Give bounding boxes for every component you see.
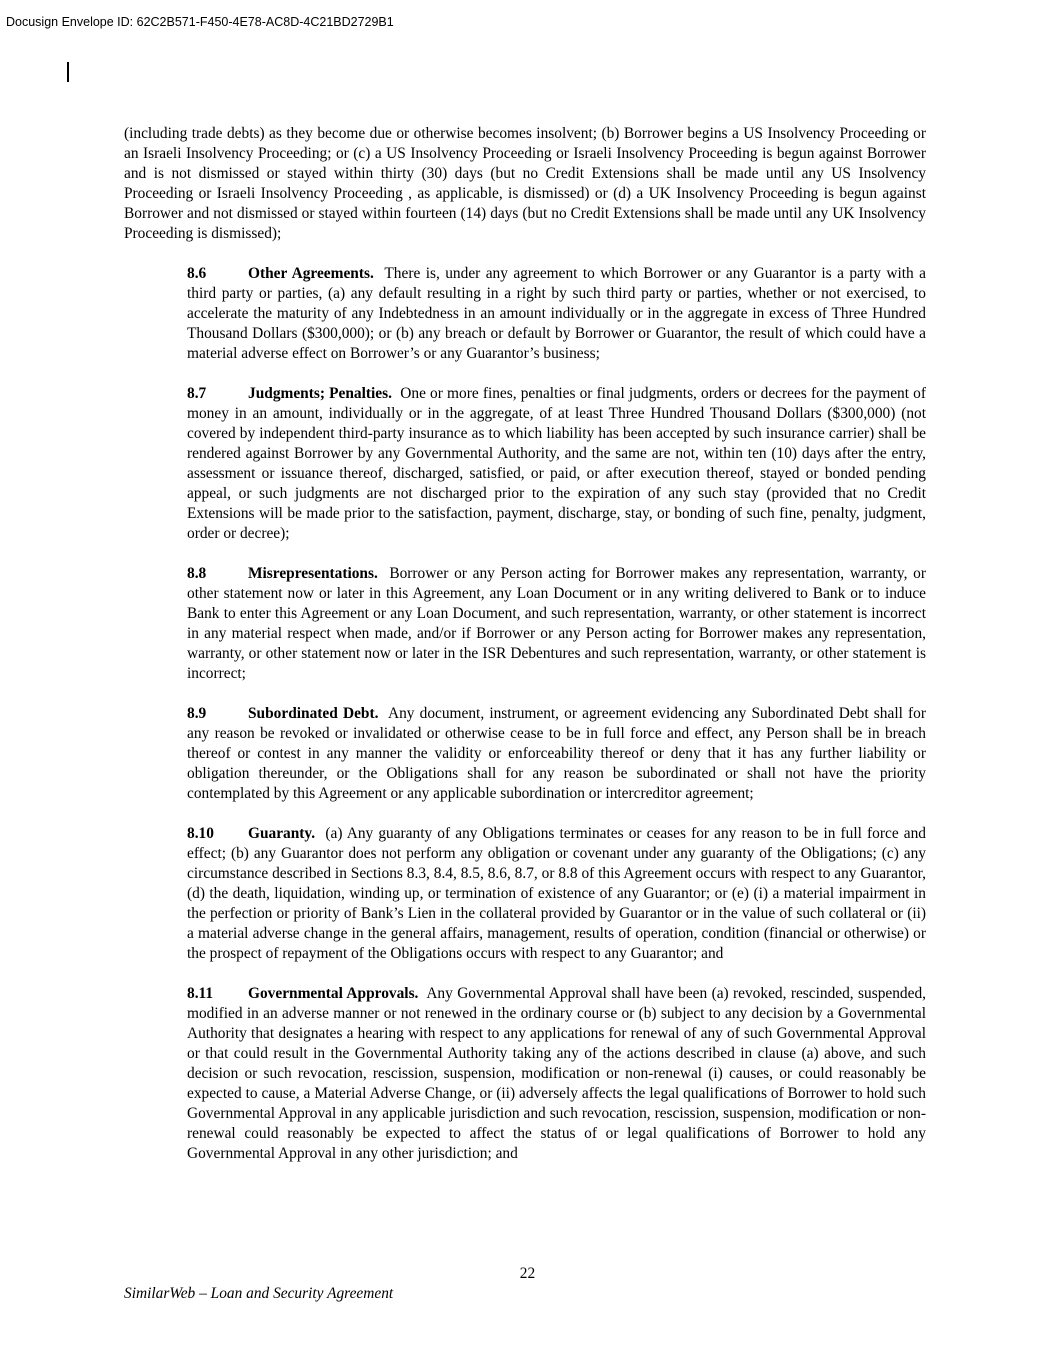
section-text: (a) Any guaranty of any Obligations terminates or ceases for any reason to be in full force and effect; (b) any Guarantor does not perform any obligation or covenant under any guaranty of the Obligations; (c) any circumstance described in Sections 8.3, 8.4, 8.5, 8.6, 8.7, or 8.8 of this Agreement occurs with respect to any Guarantor, (d) the death, liquidation, winding up, or termination of existence of any Guarantor; or (e) (i) a material impairment in the perfection or priority of Bank’s Lien in the collateral provided by Guarantor or in the value of such collateral or (ii) a material adverse change in the general affairs, management, results of operation, condition (financial or otherwise) or the prospect of repayment of the Obligations occurs with respect to any Guarantor; and xyxy=(187,825,926,962)
section-heading: Misrepresentations. xyxy=(248,565,378,582)
section-heading: Governmental Approvals. xyxy=(248,985,419,1002)
section-text: One or more fines, penalties or final judgments, orders or decrees for the payment of money in an amount, individually or in the aggregate, of at least Three Hundred Thousand Dollars ($300,000) (not covered by independent third-party insurance as to which liability has been accepted by such insurance carrier) shall be rendered against Borrower by any Governmental Authority, and the same are not, within ten (10) days after the entry, assessment or issuance thereof, discharged, satisfied, or paid, or after execution thereof, stayed or bonded pending appeal, or such judgments are not discharged prior to the expiration of any such stay (provided that no Credit Extensions will be made prior to the satisfaction, payment, discharge, stay, or bonding of such fine, penalty, judgment, order or decree); xyxy=(187,385,926,542)
section-8-7 xyxy=(124,384,926,544)
section-number: 8.7 xyxy=(187,385,207,402)
section-8-8 xyxy=(124,564,926,684)
intro-paragraph: (including trade debts) as they become due or otherwise becomes insolvent; (b) Borrower begins a US Insolvency Proceeding or an Israeli Insolvency Proceeding; or (c) a US Insolvency Proceeding or Israeli Insolvency Proceeding is begun against Borrower and is not dismissed or stayed within thirty (30) days (but no Credit Extensions shall be made until any US Insolvency Proceeding or Israeli Insolvency Proceeding , as applicable, is dismissed) or (d) a UK Insolvency Proceeding is begun against Borrower and not dismissed or stayed within fourteen (14) days (but no Credit Extensions shall be made until any UK Insolvency Proceeding is dismissed); xyxy=(124,125,926,242)
revision-bar xyxy=(67,62,69,82)
document-body xyxy=(124,124,926,1184)
section-text: There is, under any agreement to which Borrower or any Guarantor is a party with a third party or parties, (a) any default resulting in a right by such third party or parties, whether or not exercised, to accelerate the maturity of any Indebtedness in an amount individually or in the aggregate in excess of Three Hundred Thousand Dollars ($300,000); or (b) any breach or default by Borrower or Guarantor, the result of which could have a material adverse effect on Borrower’s or any Guarantor’s business; xyxy=(187,265,926,362)
section-number: 8.6 xyxy=(187,265,207,282)
footer-document-title: SimilarWeb – Loan and Security Agreement xyxy=(124,1285,394,1302)
section-8-6 xyxy=(124,264,926,364)
section-heading: Guaranty. xyxy=(248,825,316,842)
section-text: Borrower or any Person acting for Borrower makes any representation, warranty, or other statement now or later in this Agreement, any Loan Document or in any writing delivered to Bank or to induce Bank to enter this Agreement or any Loan Document, and such representation, warranty, or other statement is incorrect in any material respect when made, and/or if Borrower or any Person acting for Borrower makes any representation, warranty, or other statement now or later in the ISR Debentures and such representation, warranty, or other statement is incorrect; xyxy=(187,565,926,682)
docusign-envelope-id: Docusign Envelope ID: 62C2B571-F450-4E78-AC8D-4C21BD2729B1 xyxy=(6,15,394,29)
section-8-9 xyxy=(124,704,926,804)
section-number: 8.8 xyxy=(187,565,207,582)
section-number: 8.9 xyxy=(187,705,207,722)
section-number: 8.10 xyxy=(187,825,214,842)
section-8-10 xyxy=(124,824,926,964)
section-8-11 xyxy=(124,984,926,1164)
section-text: Any document, instrument, or agreement evidencing any Subordinated Debt shall for any reason be revoked or invalidated or otherwise cease to be in full force and effect, any Person shall be in breach thereof or contest in any manner the validity or enforceability thereof or deny that it has any further liability or obligation thereunder, or the Obligations shall for any reason be subordinated or shall not have the priority contemplated by this Agreement or any applicable subordination or intercreditor agreement; xyxy=(187,705,926,802)
page-number: 22 xyxy=(519,1265,536,1282)
section-text: Any Governmental Approval shall have been (a) revoked, rescinded, suspended, modified in an adverse manner or not renewed in the ordinary course or (b) subject to any decision by a Governmental Authority that designates a hearing with respect to any applications for renewal of any of such Governmental Approval or that could result in the Governmental Authority taking any of the actions described in clause (a) above, and such decision or such revocation, rescission, suspension, modification or non-renewal (i) causes, or could reasonably be expected to cause, a Material Adverse Change, or (ii) adversely affects the legal qualifications of Borrower to hold such Governmental Approval in any applicable jurisdiction and such revocation, rescission, suspension, modification or non-renewal could reasonably be expected to affect the status of or legal qualifications of Borrower to hold any Governmental Approval in any other jurisdiction; and xyxy=(187,985,926,1162)
section-heading: Subordinated Debt. xyxy=(248,705,379,722)
section-heading: Other Agreements. xyxy=(248,265,374,282)
section-number: 8.11 xyxy=(187,985,214,1002)
section-heading: Judgments; Penalties. xyxy=(248,385,392,402)
